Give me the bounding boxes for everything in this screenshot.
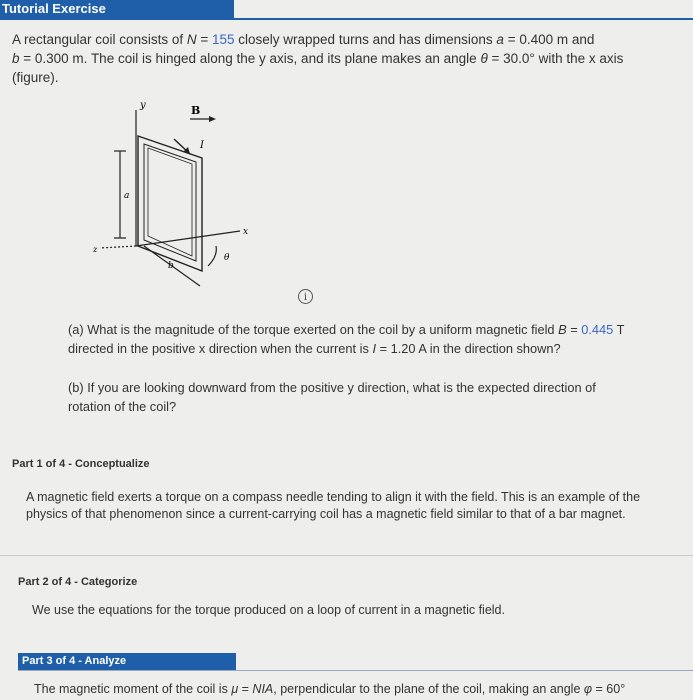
header-title: Tutorial Exercise (2, 1, 106, 16)
theta-label: θ (224, 253, 230, 263)
a-label: a (124, 191, 130, 201)
part1-text: A magnetic field exerts a torque on a compass needle tending to align it with the field. This is an example of the physics of that phenomenon since a current-carrying coil has a magnetic field similar to that of a bar magnet. (26, 490, 641, 521)
b-value: 0.445 (581, 322, 614, 337)
part2-text: We use the equations for the torque produced on a loop of current in a magnetic field. (32, 603, 505, 617)
x-axis-label: x (243, 227, 249, 237)
question-b: (b) If you are looking downward from the positive y direction, what is the expected direction of rotation of the coil? (68, 380, 596, 414)
part3-title: Part 3 of 4 - Analyze (22, 655, 127, 667)
z-axis (100, 246, 136, 248)
part3-underline (18, 670, 693, 671)
n-value: 155 (211, 32, 235, 47)
y-axis-label: y (140, 100, 146, 111)
coil-figure (90, 96, 270, 296)
question-a: (a) What is the magnitude of the torque exerted on the coil by a uniform magnetic field B = 0.445 T directed in the positive x direction when the current is I = 1.20 A in the direction shown? (68, 322, 625, 356)
info-icon[interactable]: i (298, 289, 313, 304)
figure-link[interactable]: (figure). (12, 70, 59, 85)
b-label: b (168, 261, 174, 271)
part1-title: Part 1 of 4 - Conceptualize (12, 458, 150, 470)
problem-statement: A rectangular coil consists of N = 155 closely wrapped turns and has dimensions a = 0.400 m and b = 0.300 m. The coil is hinged along the y axis, and its plane makes an angle θ = 30.0° with the x axis (figure). (12, 32, 624, 85)
x-axis (136, 231, 240, 246)
part2-title: Part 2 of 4 - Categorize (18, 576, 138, 588)
theta-arc (208, 246, 216, 266)
part3-text: The magnetic moment of the coil is μ = NIA, perpendicular to the plane of the coil, making an angle φ = 60° (34, 682, 626, 696)
b-field-label: B (191, 104, 201, 117)
tutorial-header (0, 0, 234, 18)
header-underline (0, 18, 693, 20)
coil-inner (144, 144, 196, 261)
section-divider (0, 555, 693, 556)
part3-title-bar (18, 653, 236, 670)
z-axis-label: z (93, 245, 98, 254)
current-label: I (200, 140, 204, 151)
